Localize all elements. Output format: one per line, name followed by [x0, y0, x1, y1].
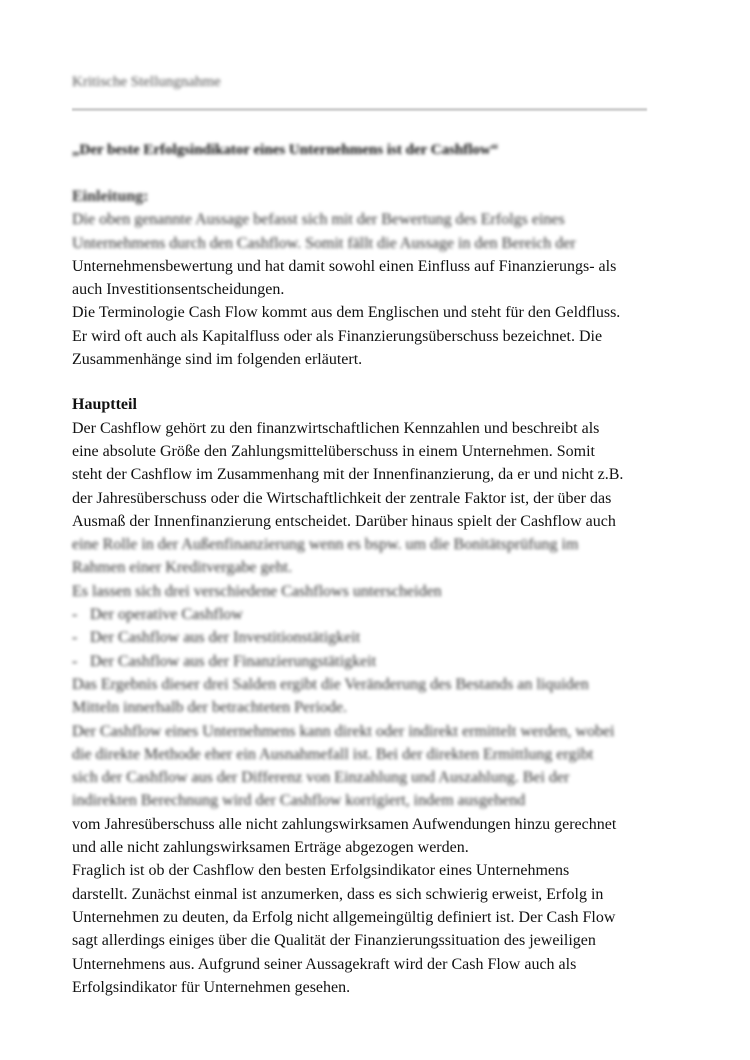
main-blurred-line: sich der Cashflow aus der Differenz von Einzahlung und Auszahlung. Bei der [72, 769, 570, 787]
intro-line: Er wird oft auch als Kapitalfluss oder als Finanzierungsüberschuss bezeichnet. Die [72, 327, 603, 345]
intro-blurred-line: Unternehmens durch den Cashflow. Somit fällt die Aussage in den Bereich der [72, 234, 576, 252]
intro-line: auch Investitionsentscheidungen. [72, 281, 285, 299]
main-heading: Hauptteil [72, 396, 137, 414]
intro-line: Zusammenhänge sind im folgenden erläutert. [72, 351, 363, 369]
main-line: steht der Cashflow im Zusammenhang mit der Innenfinanzierung, da er und nicht z.B. [72, 466, 624, 484]
main-line: vom Jahresüberschuss alle nicht zahlungswirksamen Aufwendungen hinzu gerechnet [72, 815, 617, 833]
main-line: Der Cashflow gehört zu den finanzwirtschaftlichen Kennzahlen und beschreibt als [72, 419, 600, 437]
main-line: darstellt. Zunächst einmal ist anzumerken, dass es sich schwierig erweist, Erfolg in [72, 885, 604, 903]
header-divider [72, 108, 647, 111]
main-blurred-line: eine Rolle in der Außenfinanzierung wenn es bspw. um die Bonitätsprüfung im [72, 536, 579, 554]
document-title: „Der beste Erfolgsindikator eines Unternehmens ist der Cashflow“ [72, 142, 499, 158]
main-line: Fraglich ist ob der Cashflow den besten Erfolgsindikator eines Unternehmens [72, 862, 570, 880]
main-line: eine absolute Größe den Zahlungsmittelüberschuss in einem Unternehmen. Somit [72, 442, 595, 460]
main-line: Unternehmens aus. Aufgrund seiner Aussagekraft wird der Cash Flow auch als [72, 955, 577, 973]
intro-line: Unternehmensbewertung und hat damit sowohl einen Einfluss auf Finanzierungs- als [72, 257, 617, 275]
main-blurred-line: Das Ergebnis dieser drei Salden ergibt die Veränderung des Bestands an liquiden [72, 675, 589, 693]
main-line: Unternehmen zu deuten, da Erfolg nicht allgemeingültig definiert ist. Der Cash Flow [72, 908, 616, 926]
main-blurred-line: Rahmen einer Kreditvergabe geht. [72, 559, 293, 577]
main-line: sagt allerdings einiges über die Qualität der Finanzierungssituation des jeweiligen [72, 932, 596, 950]
intro-heading: Einleitung: [72, 188, 149, 205]
main-line: und alle nicht zahlungswirksamen Erträge abgezogen werden. [72, 839, 469, 857]
main-blurred-line: die direkte Methode eher ein Ausnahmefall ist. Bei der direkten Ermittlung ergibt [72, 745, 594, 763]
intro-line: Die Terminologie Cash Flow kommt aus dem Englischen und steht für den Geldfluss. [72, 304, 621, 322]
bullet-item: - Der Cashflow aus der Investitionstätigkeit [72, 626, 682, 649]
main-blurred-line: indirekten Berechnung wird der Cashflow korrigiert, indem ausgehend [72, 792, 526, 810]
bullet-item: - Der Cashflow aus der Finanzierungstätigkeit [72, 650, 682, 673]
main-line: Erfolgsindikator für Unternehmen gesehen. [72, 978, 351, 996]
bullet-item: - Der operative Cashflow [72, 603, 682, 626]
document-body [72, 185, 682, 999]
main-blurred-line: Der Cashflow eines Unternehmens kann direkt oder indirekt ermittelt werden, wobei [72, 722, 615, 740]
main-blurred-line: Es lassen sich drei verschiedene Cashflows unterscheiden [72, 582, 442, 600]
main-blurred-line: Mitteln innerhalb der betrachteten Periode. [72, 699, 348, 717]
main-line: der Jahresüberschuss oder die Wirtschaftlichkeit der zentrale Faktor ist, der über das [72, 489, 612, 507]
main-line: Ausmaß der Innenfinanzierung entscheidet. Darüber hinaus spielt der Cashflow auch [72, 512, 616, 530]
page-header: Kritische Stellungnahme [72, 74, 221, 90]
intro-blurred-line: Die oben genannte Aussage befasst sich mit der Bewertung des Erfolgs eines [72, 211, 565, 229]
